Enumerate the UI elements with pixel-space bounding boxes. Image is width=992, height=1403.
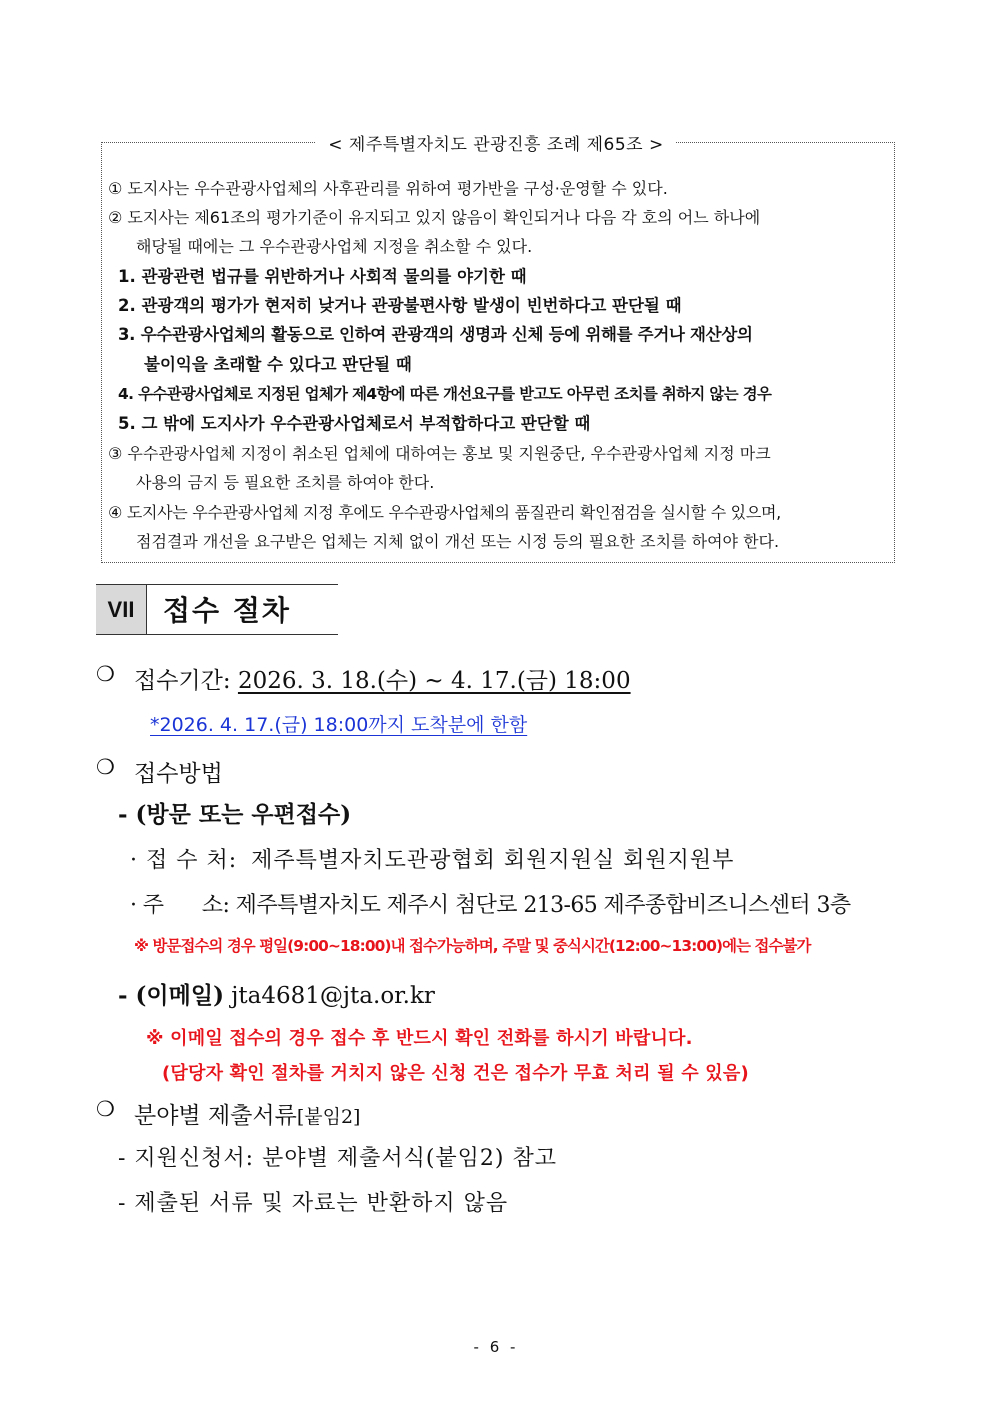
address-value: 제주특별자치도 제주시 첨단로 213-65 제주종합비즈니스센터 3층 [235,893,851,918]
section-title: 접수 절차 [163,594,291,627]
period-row [134,662,643,695]
address-row [130,888,851,919]
period-note: *2026. 4. 17.(금) 18:00까지 도착분에 한함 [150,714,528,736]
law-line-2: ② 도지사는 제61조의 평가기준이 유지되고 있지 않음이 확인되거나 다음 각 호의 어느 하나에 [108,208,761,227]
section-divider [146,585,147,634]
law-item-1: 1. 관광관련 법규를 위반하거나 사회적 물의를 야기한 때 [118,267,527,286]
email-note-2: (담당자 확인 절차를 거치지 않은 신청 건은 접수가 무효 처리 될 수 있음) [162,1063,749,1084]
law-item-3: 3. 우수관광사업체의 활동으로 인하여 관광객의 생명과 신체 등에 위해를 주거나 재산상의 [118,325,753,344]
law-line-5: 사용의 금지 등 필요한 조치를 하여야 한다. [136,473,435,492]
documents-item-2: - 제출된 서류 및 자료는 반환하지 않음 [118,1191,509,1216]
page-number: - 6 - [473,1338,519,1356]
law-item-2: 2. 관광객의 평가가 현저히 낮거나 관광불편사항 발생이 빈번하다고 판단될 때 [118,296,682,315]
email-address: jta4681@jta.or.kr [231,983,435,1009]
documents-label: 분야별 제출서류 [134,1103,297,1129]
law-line-3: 해당될 때에는 그 우수관광사업체 지정을 취소할 수 있다. [136,237,533,256]
bullet-documents: ❍ [96,1097,115,1121]
place-label: · 접 수 처: [130,848,238,873]
law-line-1: ① 도지사는 우수관광사업체의 사후관리를 위하여 평가반을 구성·운영할 수 있다. [108,179,668,198]
law-line-6: ④ 도지사는 우수관광사업체 지정 후에도 우수관광사업체의 품질관리 확인점검을 실시할 수 있으며, [108,503,781,522]
law-excerpt-title: < 제주특별자치도 관광진흥 조례 제65조 > [0,130,992,155]
visit-heading: - (방문 또는 우편접수) [118,801,352,828]
period-label: 접수기간: [134,668,238,694]
law-item-3-cont: 불이익을 초래할 수 있다고 판단될 때 [144,355,412,374]
visit-note: ※ 방문접수의 경우 평일(9:00~18:00)내 접수가능하며, 주말 및 중식시간(12:00~13:00)에는 접수불가 [134,937,811,955]
bullet-method: ❍ [96,755,115,779]
period-value: 2026. 3. 18.(수) ~ 4. 17.(금) 18:00 [237,668,631,694]
section-bottom-rule [96,634,338,635]
documents-ref: [붙임2] [296,1106,361,1128]
law-line-4: ③ 우수관광사업체 지정이 취소된 업체에 대하여는 홍보 및 지원중단, 우수관광사업체 지정 마크 [108,444,771,463]
place-value: 제주특별자치도관광협회 회원지원실 회원지원부 [251,848,735,873]
law-line-7: 점검결과 개선을 요구받은 업체는 지체 없이 개선 또는 시정 등의 필요한 조치를 하여야 한다. [136,532,780,551]
place-row [130,843,734,874]
law-item-4: 4. 우수관광사업체로 지정된 업체가 제4항에 따른 개선요구를 받고도 아무런 조치를 취하지 않는 경우 [118,385,772,403]
section-number: VII [96,585,146,634]
law-item-5: 5. 그 밖에 도지사가 우수관광사업체로서 부적합하다고 판단할 때 [118,414,591,433]
email-heading: - (이메일) [118,982,224,1009]
address-label: · 주 소: [130,893,230,918]
email-row [118,977,435,1010]
method-label: 접수방법 [134,761,223,787]
bullet-period: ❍ [96,662,115,686]
email-note-1: ※ 이메일 접수의 경우 접수 후 반드시 확인 전화를 하시기 바랍니다. [146,1028,693,1049]
documents-row [134,1097,360,1130]
documents-item-1: - 지원신청서: 분야별 제출서식(붙임2) 참고 [118,1146,558,1171]
